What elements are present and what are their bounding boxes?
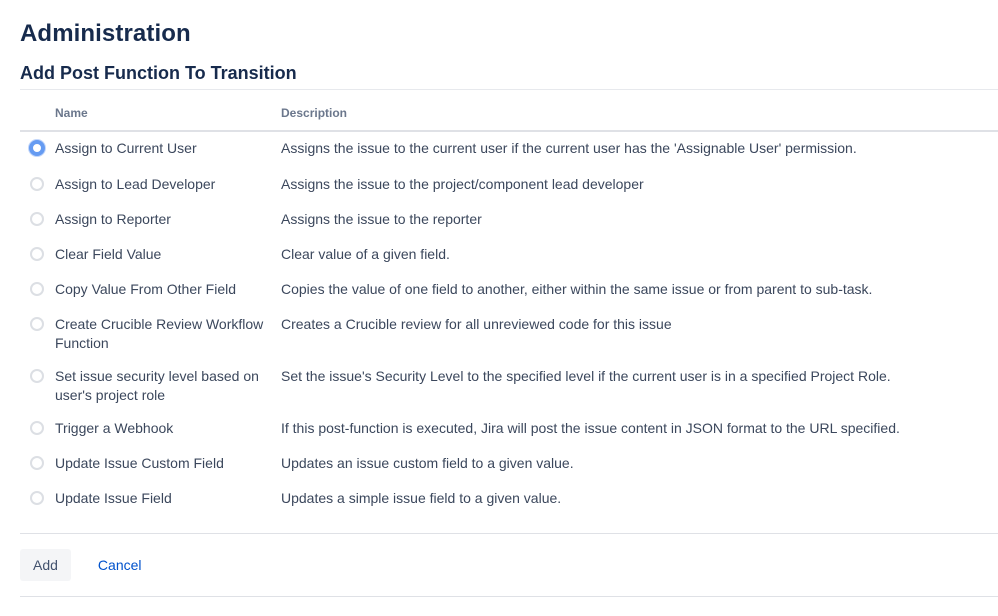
table-row xyxy=(20,238,998,273)
radio-button[interactable] xyxy=(30,212,44,226)
page-title: Administration xyxy=(20,20,191,47)
form-footer xyxy=(20,533,998,597)
radio-button[interactable] xyxy=(29,140,45,156)
column-header-name: Name xyxy=(55,106,88,120)
radio-cell xyxy=(20,367,55,388)
post-function-description: Assigns the issue to the current user if the current user has the 'Assignable User' permission. xyxy=(281,140,857,156)
radio-button[interactable] xyxy=(30,491,44,505)
radio-button[interactable] xyxy=(30,247,44,261)
post-function-description: Set the issue's Security Level to the specified level if the current user is in a specified Project Role. xyxy=(281,368,891,384)
post-function-name: Copy Value From Other Field xyxy=(55,281,237,297)
radio-cell xyxy=(20,280,55,301)
table-row xyxy=(20,132,998,168)
table-row xyxy=(20,360,998,412)
table-row xyxy=(20,447,998,482)
radio-cell xyxy=(20,454,55,475)
post-function-description: Assigns the issue to the project/component lead developer xyxy=(281,176,644,192)
post-function-name: Trigger a Webhook xyxy=(55,420,174,436)
add-button[interactable]: Add xyxy=(20,549,71,581)
post-function-name: Clear Field Value xyxy=(55,246,162,262)
post-function-name: Assign to Lead Developer xyxy=(55,176,216,192)
radio-button[interactable] xyxy=(30,369,44,383)
table-row xyxy=(20,412,998,447)
radio-cell xyxy=(20,139,55,161)
post-function-description: Clear value of a given field. xyxy=(281,246,450,262)
table-header-row xyxy=(20,90,998,132)
post-function-table xyxy=(20,90,998,517)
cancel-link[interactable]: Cancel xyxy=(97,557,142,573)
radio-cell xyxy=(20,489,55,510)
table-row xyxy=(20,203,998,238)
table-row xyxy=(20,273,998,308)
table-row xyxy=(20,168,998,203)
table-row xyxy=(20,308,998,360)
post-function-description: Copies the value of one field to another, either within the same issue or from parent to sub-task. xyxy=(281,281,873,297)
table-body xyxy=(20,132,998,517)
post-function-description: Updates a simple issue field to a given value. xyxy=(281,490,562,506)
section-title: Add Post Function To Transition xyxy=(20,62,998,90)
post-function-name: Assign to Current User xyxy=(55,140,197,156)
column-header-description: Description xyxy=(281,106,348,120)
post-function-name: Assign to Reporter xyxy=(55,211,171,227)
post-function-description: Creates a Crucible review for all unreviewed code for this issue xyxy=(281,316,672,332)
radio-button[interactable] xyxy=(30,317,44,331)
post-function-name: Create Crucible Review Workflow Function xyxy=(55,316,264,351)
radio-cell xyxy=(20,245,55,266)
post-function-description: Updates an issue custom field to a given value. xyxy=(281,455,574,471)
radio-button[interactable] xyxy=(30,421,44,435)
radio-cell xyxy=(20,419,55,440)
table-row xyxy=(20,482,998,517)
post-function-description: Assigns the issue to the reporter xyxy=(281,211,482,227)
radio-button[interactable] xyxy=(30,456,44,470)
post-function-name: Update Issue Field xyxy=(55,490,172,506)
radio-cell xyxy=(20,210,55,231)
radio-cell xyxy=(20,175,55,196)
radio-button[interactable] xyxy=(30,282,44,296)
post-function-description: If this post-function is executed, Jira will post the issue content in JSON format to the URL specified. xyxy=(281,420,900,436)
post-function-name: Set issue security level based on user's project role xyxy=(55,368,259,403)
radio-cell xyxy=(20,315,55,336)
post-function-name: Update Issue Custom Field xyxy=(55,455,224,471)
radio-button[interactable] xyxy=(30,177,44,191)
radio-column-spacer xyxy=(20,105,55,121)
